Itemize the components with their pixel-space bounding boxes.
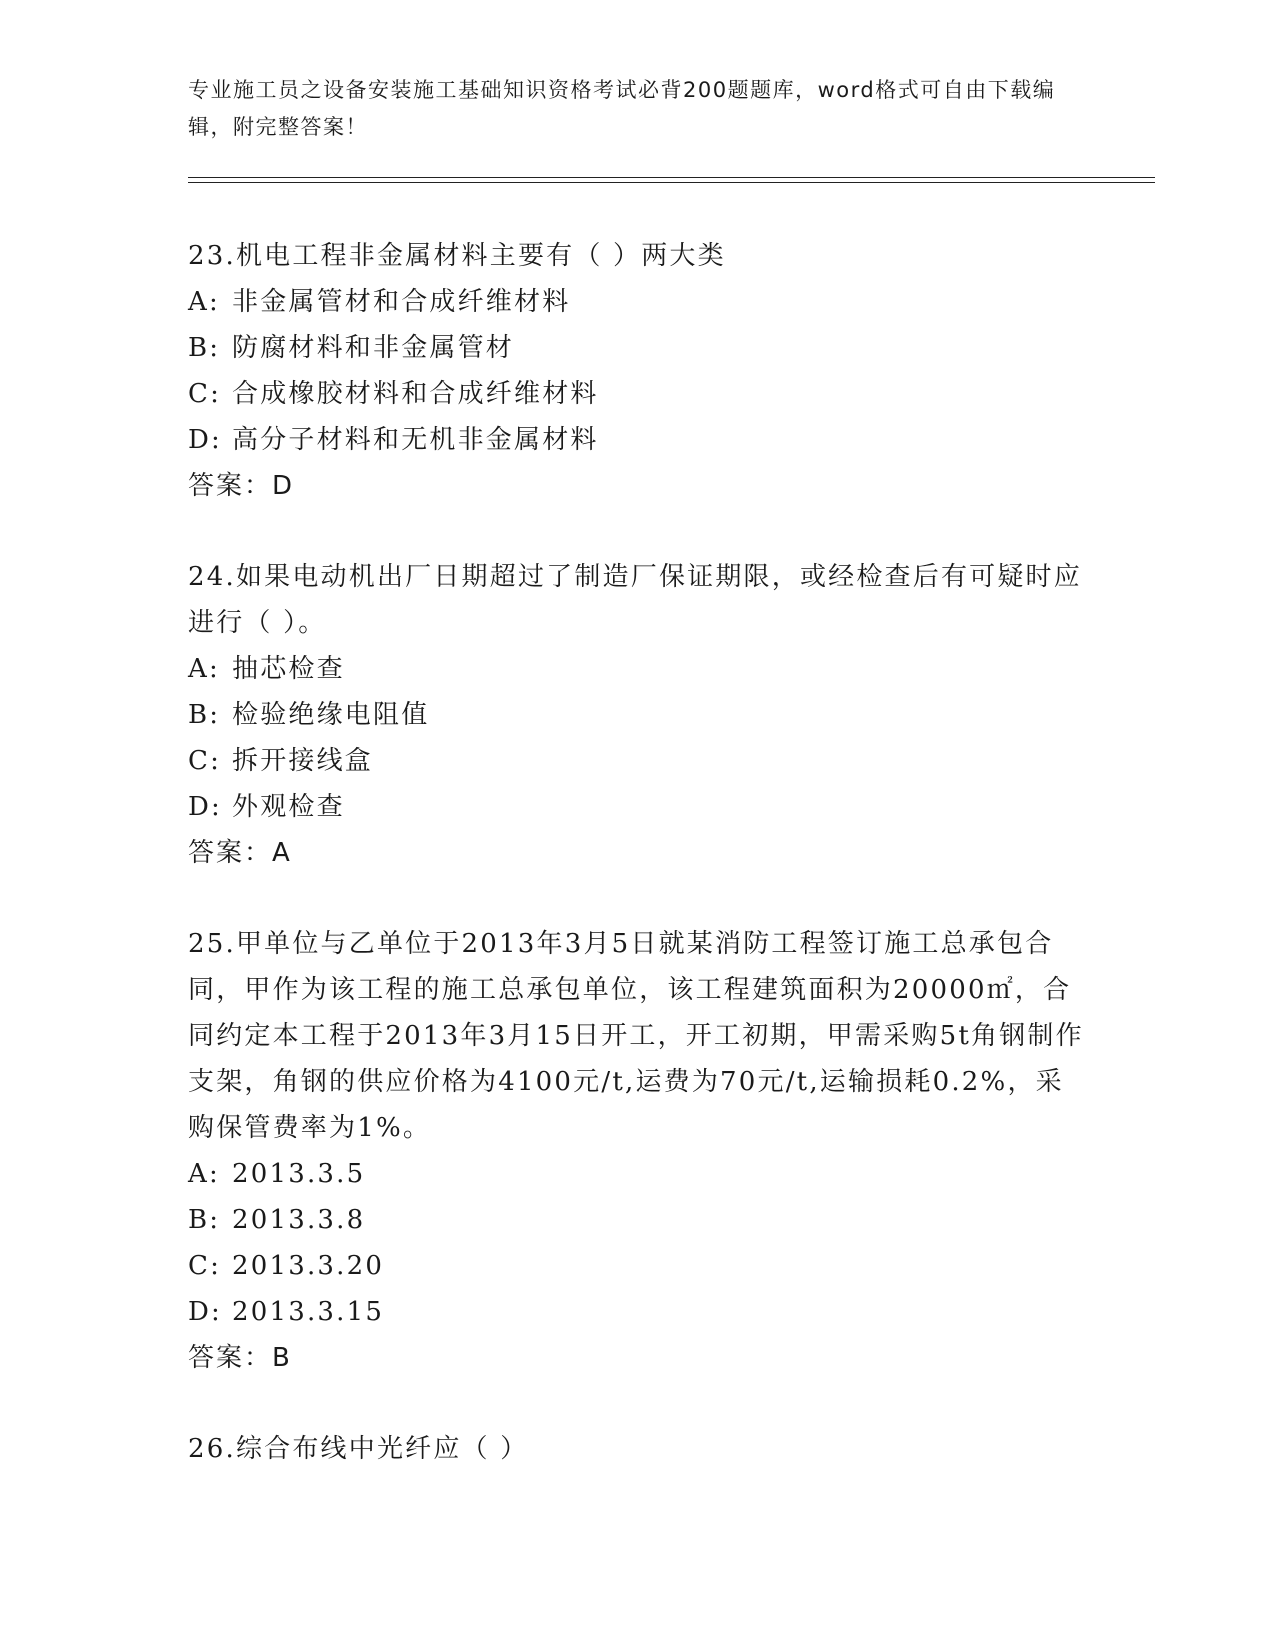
question-stem: 24.如果电动机出厂日期超过了制造厂保证期限，或经检查后有可疑时应进行（ ）。: [188, 562, 1082, 638]
option-letter: C:: [188, 379, 222, 409]
option-text: 2013.3.5: [232, 1159, 366, 1189]
option-letter: D:: [188, 1297, 223, 1327]
option-b: [188, 325, 1088, 371]
option-text: 非金属管材和合成纤维材料: [232, 287, 571, 317]
option-text: 2013.3.15: [232, 1297, 385, 1327]
answer-label: 答案：B: [188, 1343, 292, 1373]
option-letter: B:: [188, 700, 221, 730]
header-divider-bottom: [188, 182, 1155, 183]
option-text: 防腐材料和非金属管材: [232, 333, 515, 363]
option-letter: A:: [188, 654, 220, 684]
question-26: [188, 1426, 1088, 1472]
option-text: 2013.3.8: [232, 1205, 366, 1235]
option-c: [188, 371, 1088, 417]
option-text: 检验绝缘电阻值: [232, 700, 430, 730]
option-d: [188, 1289, 1088, 1335]
option-letter: B:: [188, 333, 221, 363]
option-a: [188, 646, 1088, 692]
option-text: 2013.3.20: [232, 1251, 385, 1281]
option-letter: A:: [188, 1159, 220, 1189]
option-text: 拆开接线盒: [232, 746, 374, 776]
answer-label: 答案：A: [188, 838, 292, 868]
question-24: [188, 554, 1088, 876]
option-a: [188, 279, 1088, 325]
option-text: 合成橡胶材料和合成纤维材料: [232, 379, 599, 409]
header-divider-top: [188, 177, 1155, 178]
question-stem: 25.甲单位与乙单位于2013年3月5日就某消防工程签订施工总承包合同，甲作为该工程的施工总承包单位，该工程建筑面积为20000㎡，合同约定本工程于2013年3月15日开工，开工初期，甲需采购5t角钢制作支架，角钢的供应价格为4100元/t,运费为70元/t,运输损耗0.2%，采购保管费率为1%。: [188, 929, 1084, 1143]
option-letter: D:: [188, 792, 223, 822]
option-letter: B:: [188, 1205, 221, 1235]
option-text: 抽芯检查: [232, 654, 345, 684]
question-stem: 26.综合布线中光纤应（ ）: [188, 1434, 529, 1464]
option-d: [188, 417, 1088, 463]
option-b: [188, 1197, 1088, 1243]
option-b: [188, 692, 1088, 738]
option-a: [188, 1151, 1088, 1197]
document-header-title: 专业施工员之设备安装施工基础知识资格考试必背200题题库，word格式可自由下载编辑，附完整答案！: [188, 78, 1056, 139]
option-letter: A:: [188, 287, 220, 317]
question-23: [188, 233, 1088, 509]
option-text: 高分子材料和无机非金属材料: [232, 425, 599, 455]
question-25: [188, 921, 1088, 1381]
option-text: 外观检查: [232, 792, 345, 822]
option-c: [188, 1243, 1088, 1289]
question-stem: 23.机电工程非金属材料主要有（ ）两大类: [188, 241, 726, 271]
question-list: [188, 233, 1088, 1517]
option-c: [188, 738, 1088, 784]
option-d: [188, 784, 1088, 830]
option-letter: C:: [188, 746, 222, 776]
option-letter: D:: [188, 425, 223, 455]
option-letter: C:: [188, 1251, 222, 1281]
answer-label: 答案：D: [188, 471, 295, 501]
